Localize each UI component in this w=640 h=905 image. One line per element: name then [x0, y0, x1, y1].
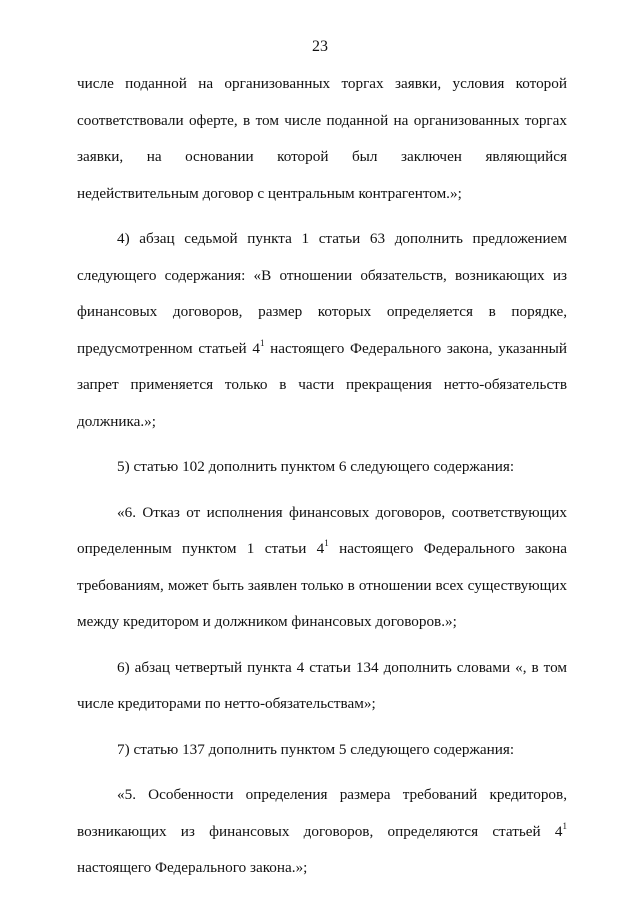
document-body [77, 66, 567, 887]
paragraph-quote-5-text-after: настоящего Федерального закона.»; [77, 859, 308, 876]
paragraph-continuation: числе поданной на организованных торгах заявки, условия которой соответствовали оферте, в том числе поданной на организованных торгах заявки, на основании которой был заключен являющийся недействительным договор с центральным контрагентом.»; [77, 75, 567, 202]
superscript-1: 1 [324, 538, 329, 548]
paragraph-item-4-text-after: настоящего Федерального закона, указанный запрет применяется только в части прекращения нетто-обязательств должника.»; [77, 339, 567, 430]
paragraph-quote-6-text-before: «6. Отказ от исполнения финансовых договоров, соответствующих определенным пунктом 1 статьи 4 [77, 503, 567, 557]
superscript-1: 1 [562, 820, 567, 831]
superscript-1: 1 [259, 337, 265, 348]
paragraph-quote-5-text-before: «5. Особенности определения размера требований кредиторов, возникающих из финансовых договоров, определяются статьей 4 [77, 786, 567, 840]
paragraph-quote-5 [77, 777, 567, 887]
paragraph-item-7: 7) статью 137 дополнить пунктом 5 следующего содержания: [117, 740, 515, 758]
paragraph-quote-6-text-after: настоящего Федерального закона требованиям, может быть заявлен только в отношении всех существующих между кредитором и должником финансовых договоров.»; [77, 540, 567, 630]
paragraph-item-4 [77, 221, 567, 440]
page-number: 23 [312, 38, 328, 55]
paragraph-item-6: 6) абзац четвертый пункта 4 статьи 134 дополнить словами «, в том числе кредиторами по нетто-обязательствам»; [77, 658, 567, 712]
paragraph-item-5: 5) статью 102 дополнить пунктом 6 следующего содержания: [117, 458, 515, 475]
paragraph-quote-6 [77, 495, 567, 641]
paragraph-item-4-text-before: 4) абзац седьмой пункта 1 статьи 63 дополнить предложением следующего содержания: «В отношении обязательств, возникающих из финансовых договоров, размер которых определяется в порядке, предусмотренном статьей 4 [77, 230, 567, 357]
